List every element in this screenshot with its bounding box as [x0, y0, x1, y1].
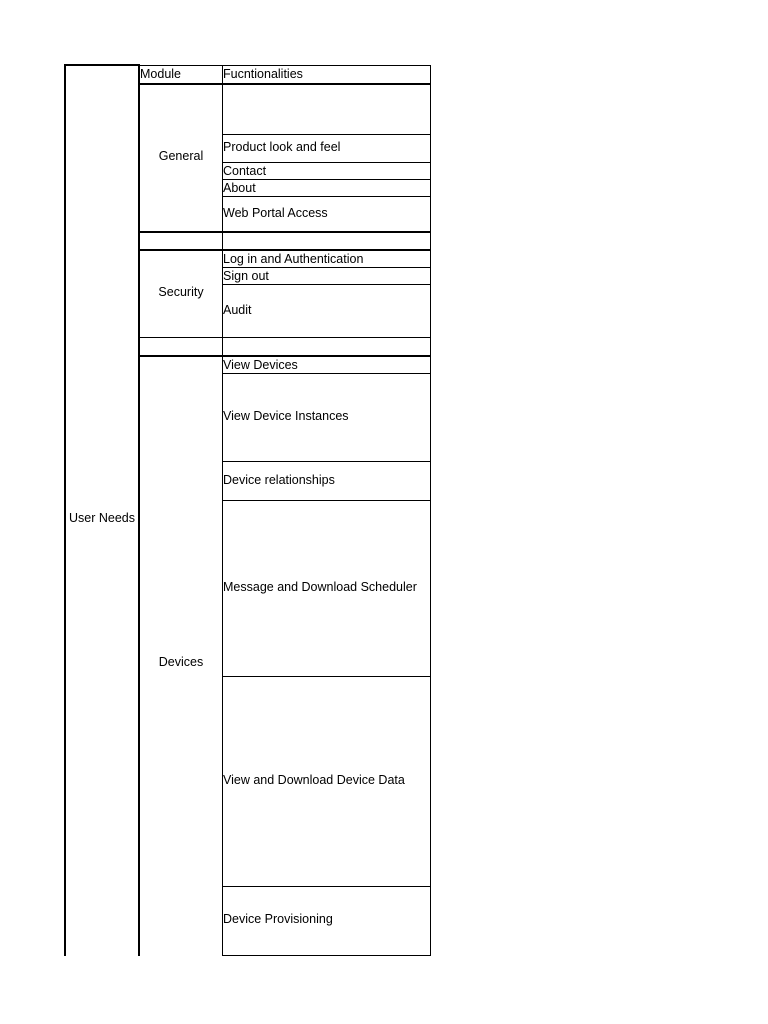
grid-line — [222, 134, 431, 135]
header-module: Module — [140, 67, 181, 82]
module-devices: Devices — [158, 654, 204, 669]
grid-line — [65, 64, 140, 66]
function-relationships: Device relationships — [223, 472, 335, 487]
grid-line — [140, 337, 431, 338]
grid-line — [222, 461, 431, 462]
grid-line — [140, 83, 431, 85]
function-login: Log in and Authentication — [223, 251, 364, 266]
header-functionalities: Fucntionalities — [223, 67, 303, 82]
function-audit: Audit — [223, 302, 252, 317]
function-view-devices: View Devices — [223, 357, 298, 372]
grid-line — [222, 284, 431, 285]
function-signout: Sign out — [223, 268, 269, 283]
module-security: Security — [158, 284, 204, 299]
function-view-instances: View Device Instances — [223, 408, 349, 423]
grid-line — [222, 886, 431, 887]
grid-line — [222, 373, 431, 374]
function-provisioning: Device Provisioning — [223, 911, 333, 926]
grid-line — [222, 196, 431, 197]
function-contact: Contact — [223, 163, 267, 178]
grid-line — [222, 676, 431, 677]
function-device-data: View and Download Device Data — [223, 772, 405, 787]
grid-line — [222, 955, 431, 956]
grid-line — [140, 231, 431, 233]
grid-line — [138, 64, 140, 956]
function-about: About — [223, 180, 256, 195]
function-web-portal: Web Portal Access — [223, 205, 328, 220]
grid-line — [430, 65, 431, 956]
function-product-look: Product look and feel — [223, 139, 341, 154]
grid-line — [222, 500, 431, 501]
module-general: General — [158, 148, 204, 163]
outer-category-label: User Needs — [69, 510, 135, 525]
function-scheduler: Message and Download Scheduler — [223, 579, 417, 594]
